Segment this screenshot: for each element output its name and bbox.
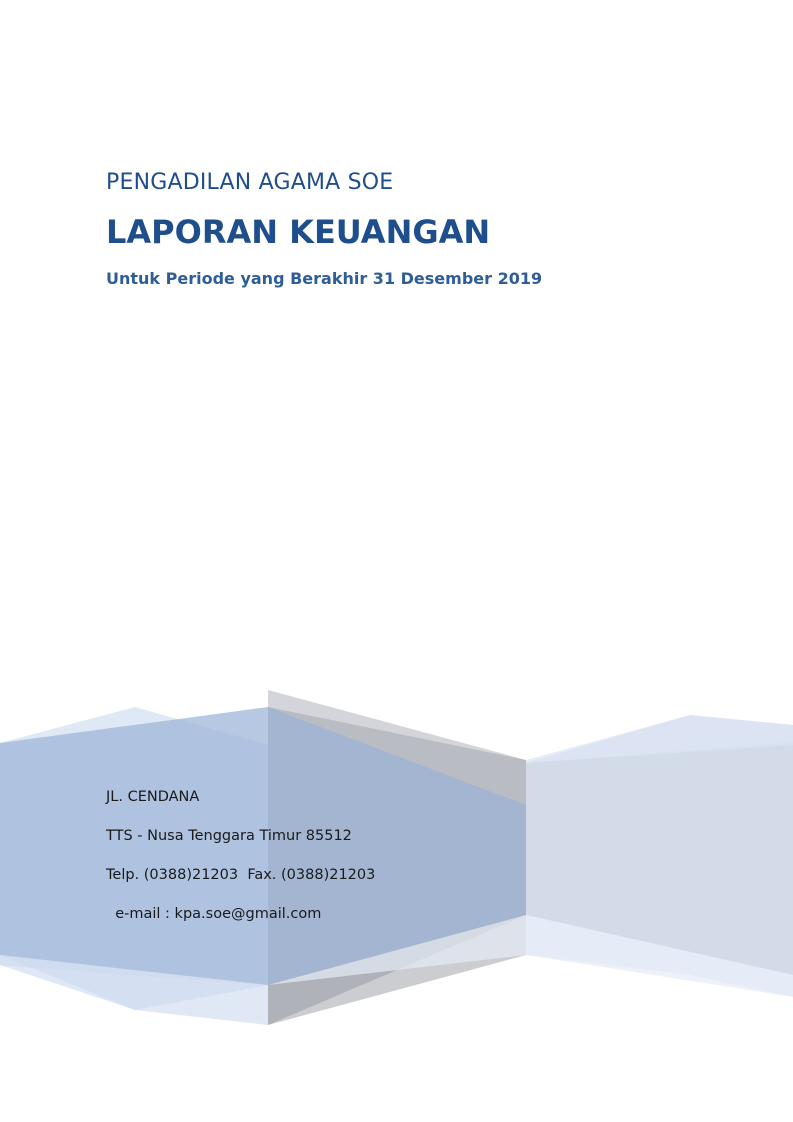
address-street: JL. CENDANA (106, 789, 200, 805)
address-email: e-mail : kpa.soe@gmail.com (106, 906, 322, 922)
report-title: LAPORAN KEUANGAN (106, 213, 491, 251)
report-period: Untuk Periode yang Berakhir 31 Desember 2019 (106, 269, 543, 288)
address-city: TTS - Nusa Tenggara Timur 85512 (106, 828, 352, 844)
address-phone-fax: Telp. (0388)21203 Fax. (0388)21203 (106, 867, 376, 883)
cover-header (106, 168, 746, 290)
institution-name: PENGADILAN AGAMA SOE (106, 170, 394, 195)
address-block (106, 786, 526, 942)
